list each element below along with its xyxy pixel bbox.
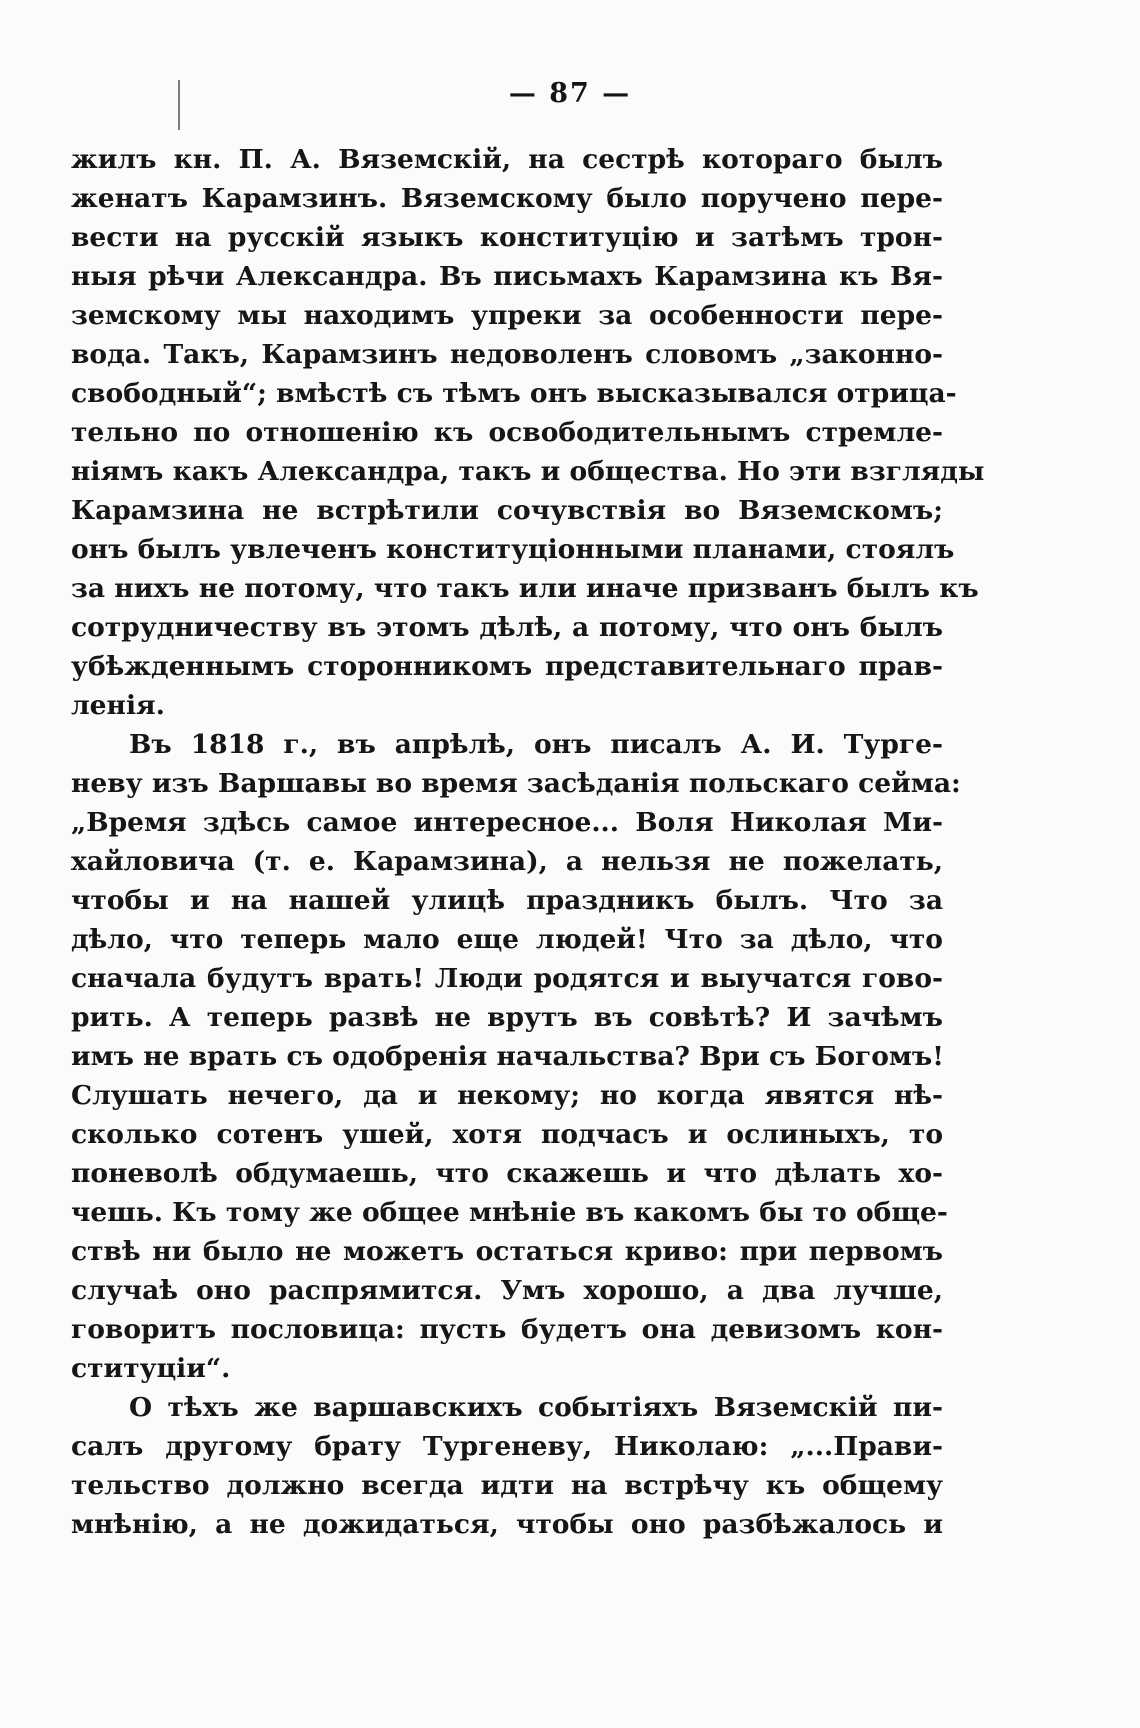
text-line: сотрудничеству въ этомъ дѣлѣ, а потому, что онъ былъ bbox=[71, 612, 943, 643]
text-line: убѣжденнымъ сторонникомъ представительнаго прав- bbox=[71, 651, 943, 682]
text-line: женатъ Карамзинъ. Вяземскому было поручено пере- bbox=[71, 183, 943, 214]
text-line: неву изъ Варшавы во время засѣданія польскаго сейма: bbox=[71, 768, 961, 799]
text-line: Въ 1818 г., въ апрѣлѣ, онъ писалъ А. И. Турге- bbox=[129, 729, 943, 760]
text-line: поневолѣ обдумаешь, что скажешь и что дѣлать хо- bbox=[71, 1158, 943, 1189]
text-line: за нихъ не потому, что такъ или иначе призванъ былъ къ bbox=[71, 573, 979, 604]
text-line: сколько сотенъ ушей, хотя подчасъ и ослиныхъ, то bbox=[71, 1119, 943, 1150]
text-line: тельство должно всегда идти на встрѣчу къ общему bbox=[71, 1470, 943, 1501]
text-line: хайловича (т. е. Карамзина), а нельзя не пожелать, bbox=[71, 846, 943, 877]
text-line: жилъ кн. П. А. Вяземскій, на сестрѣ котораго былъ bbox=[71, 144, 943, 175]
page-text bbox=[71, 140, 985, 1544]
text-line: салъ другому брату Тургеневу, Николаю: „...Прави- bbox=[71, 1431, 943, 1462]
page-number: — 87 — bbox=[508, 78, 632, 109]
text-line: случаѣ оно распрямится. Умъ хорошо, а два лучше, bbox=[71, 1275, 943, 1306]
text-line: мнѣнію, а не дожидаться, чтобы оно разбѣжалось и bbox=[71, 1509, 943, 1540]
text-line: Карамзина не встрѣтили сочувствія во Вяземскомъ; bbox=[71, 495, 943, 526]
text-line: имъ не врать съ одобренія начальства? Ври съ Богомъ! bbox=[71, 1041, 944, 1072]
text-line: вести на русскій языкъ конституцію и затѣмъ трон- bbox=[71, 222, 943, 253]
text-line: ніямъ какъ Александра, такъ и общества. Но эти взгляды bbox=[71, 456, 985, 487]
text-line: рить. А теперь развѣ не врутъ въ совѣтѣ? И зачѣмъ bbox=[71, 1002, 943, 1033]
text-line: чешь. Къ тому же общее мнѣніе въ какомъ бы то обще- bbox=[71, 1197, 948, 1228]
text-line: земскому мы находимъ упреки за особенности пере- bbox=[71, 300, 943, 331]
text-line: „Время здѣсь самое интересное... Воля Николая Ми- bbox=[71, 807, 943, 838]
text-line: вода. Такъ, Карамзинъ недоволенъ словомъ „законно- bbox=[71, 339, 943, 370]
text-line: ституціи“. bbox=[71, 1353, 231, 1384]
text-line: чтобы и на нашей улицѣ праздникъ былъ. Что за bbox=[71, 885, 943, 916]
text-line: онъ былъ увлеченъ конституціонными планами, стоялъ bbox=[71, 534, 955, 565]
text-line: О тѣхъ же варшавскихъ событіяхъ Вяземскій пи- bbox=[129, 1392, 943, 1423]
text-line: говоритъ пословица: пусть будетъ она девизомъ кон- bbox=[71, 1314, 943, 1345]
text-line: Слушать нечего, да и некому; но когда явятся нѣ- bbox=[71, 1080, 943, 1111]
text-line: свободный“; вмѣстѣ съ тѣмъ онъ высказывался отрица- bbox=[71, 378, 957, 409]
text-line: дѣло, что теперь мало еще людей! Что за дѣло, что bbox=[71, 924, 943, 955]
text-line: тельно по отношенію къ освободительнымъ стремле- bbox=[71, 417, 943, 448]
text-line: сначала будутъ врать! Люди родятся и выучатся гово- bbox=[71, 963, 943, 994]
text-line: ныя рѣчи Александра. Въ письмахъ Карамзина къ Вя- bbox=[71, 261, 943, 292]
text-line: ленія. bbox=[71, 690, 165, 721]
text-line: ствѣ ни было не можетъ остаться криво: при первомъ bbox=[71, 1236, 943, 1267]
